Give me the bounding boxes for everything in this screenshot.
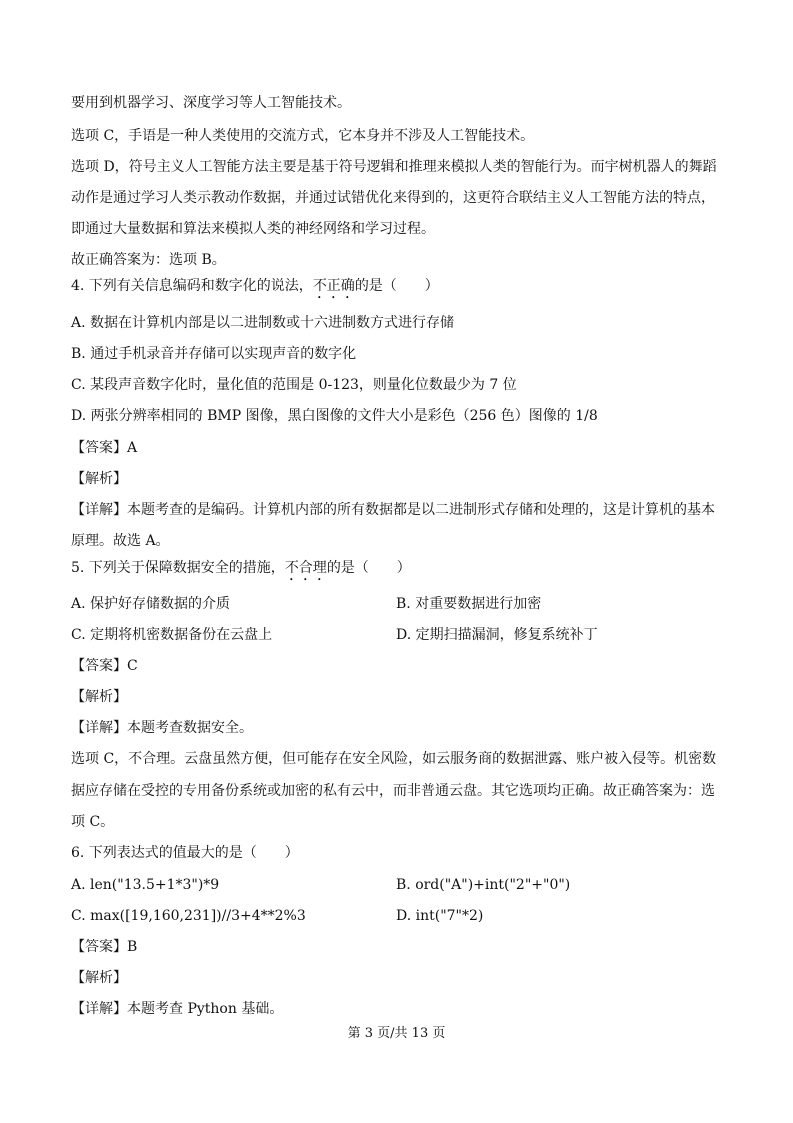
emphasized-text: 不正确 [312,278,355,294]
text-line: 动作是通过学习人类示教动作数据，并通过试错优化来得到的，这更符合联结主义人工智能方法的特点， [71,190,715,206]
analysis-label: 【解析】 [71,689,127,705]
explanation-text: 选项 C，不合理。云盘虽然方便，但可能存在安全风险，如云服务商的数据泄露、账户被入侵等。机密数 [71,751,717,767]
analysis-label: 【解析】 [71,471,127,487]
stem-text: 4. 下列有关信息编码和数字化的说法， [71,278,313,294]
answer-label: 【答案】A [71,440,138,456]
question-5-stem [71,558,411,584]
question-4-stem [71,276,439,302]
explanation-text: 据应存储在受控的专用备份系统或加密的私有云中，而非普通云盘。其它选项均正确。故正确答案为：选 [71,783,715,799]
option-b: B. ord("A")+int("2"+"0") [396,877,571,893]
answer-label: 【答案】C [71,658,138,674]
text-line: 选项 C，手语是一种人类使用的交流方式，它本身并不涉及人工智能技术。 [71,128,535,144]
text-line: 即通过大量数据和算法来模拟人类的神经网络和学习过程。 [71,221,435,237]
option-b: B. 对重要数据进行加密 [396,596,542,612]
stem-text: 5. 下列关于保障数据安全的措施， [71,560,285,576]
page-footer: 第 3 页/共 13 页 [347,1026,446,1041]
option-c: C. 定期将机密数据备份在云盘上 [71,627,273,643]
answer-label: 【答案】B [71,939,138,955]
explanation-text: 项 C。 [71,814,115,830]
option-c: C. 某段声音数字化时，量化值的范围是 0-123，则量化位数最少为 7 位 [71,377,517,393]
question-6-stem: 6. 下列表达式的值最大的是（ ） [71,845,299,861]
option-a: A. len("13.5+1*3")*9 [71,877,220,893]
option-d: D. 两张分辨率相同的 BMP 图像，黑白图像的文件大小是彩色（256 色）图像的 1/8 [71,408,598,424]
text-line: 故正确答案为：选项 B。 [71,252,226,268]
stem-text: 的是（ ） [326,560,411,576]
text-line: 要用到机器学习、深度学习等人工智能技术。 [71,95,351,111]
option-c: C. max([19,160,231])//3+4**2%3 [71,908,306,924]
detail-text: 【详解】本题考查 Python 基础。 [71,1001,284,1017]
text-line: 选项 D，符号主义人工智能方法主要是基于符号逻辑和推理来模拟人类的智能行为。而宇树机器人的舞蹈 [71,159,717,175]
emphasized-text: 不合理 [284,560,327,576]
option-d: D. 定期扫描漏洞，修复系统补丁 [396,627,598,643]
analysis-label: 【解析】 [71,970,127,986]
option-d: D. int("7"*2) [396,908,484,924]
detail-text: 【详解】本题考查的是编码。计算机内部的所有数据都是以二进制形式存储和处理的，这是计算机的基本 [71,502,715,518]
option-b: B. 通过手机录音并存储可以实现声音的数字化 [71,346,357,362]
detail-text: 原理。故选 A。 [71,533,170,549]
option-a: A. 数据在计算机内部是以二进制数或十六进制数方式进行存储 [71,315,455,331]
option-a: A. 保护好存储数据的介质 [71,596,231,612]
stem-text: 的是（ ） [354,278,439,294]
detail-text: 【详解】本题考查数据安全。 [71,720,253,736]
